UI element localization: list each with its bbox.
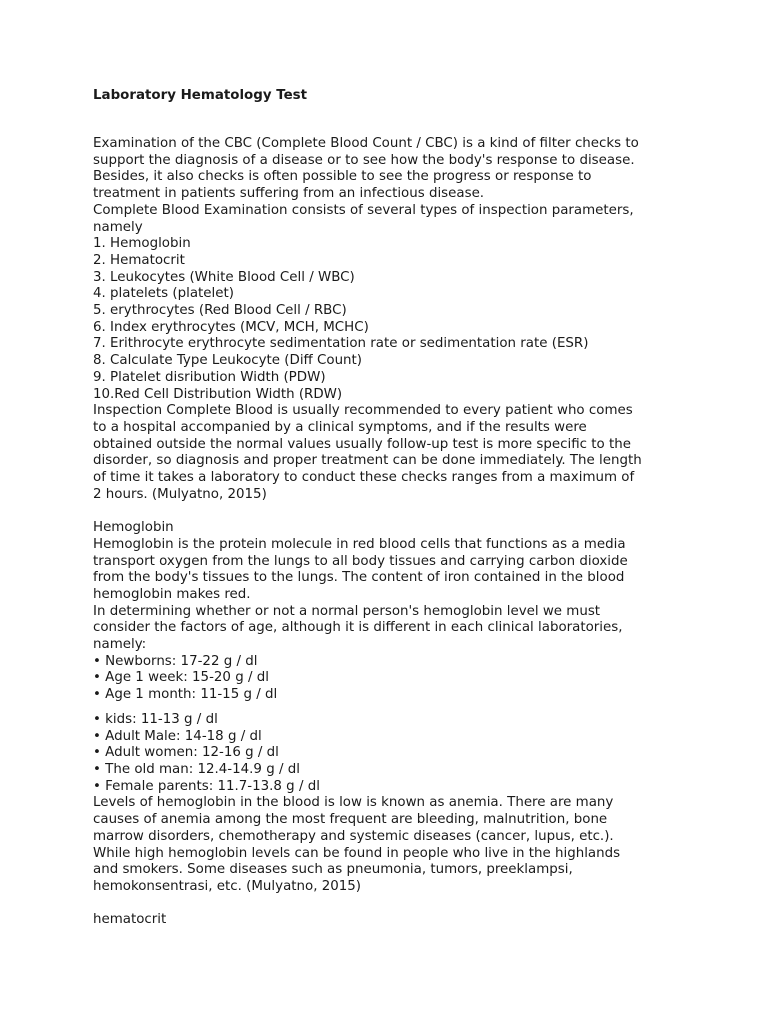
text-line: disorder, so diagnosis and proper treatment can be done immediately. The length [93,453,642,469]
text-line: namely [93,219,143,235]
text-line: hemoglobin makes red. [93,586,251,602]
document-title: Laboratory Hematology Test [93,88,308,103]
list-item: 7. Erithrocyte erythrocyte sedimentation rate or sedimentation rate (ESR) [93,336,589,352]
text-line: from the body's tissues to the lungs. The content of iron contained in the blood [93,570,625,586]
list-item: • Newborns: 17-22 g / dl [93,653,258,669]
text-line: 2 hours. (Mulyatno, 2015) [93,486,267,502]
spacer [93,896,753,913]
list-item: • The old man: 12.4-14.9 g / dl [93,762,300,777]
list-item: • Age 1 week: 15-20 g / dl [93,670,269,686]
text-line: marrow disorders, chemotherapy and systemic diseases (cancer, lupus, etc.). [93,828,614,844]
text-line: Besides, it also checks is often possible to see the progress or response to [93,169,592,185]
hemoglobin-paragraph [93,537,753,654]
text-line: Examination of the CBC (Complete Blood Count / CBC) is a kind of filter checks to [93,136,639,151]
list-item: 9. Platelet disribution Width (PDW) [93,369,326,385]
list-item: 3. Leukocytes (White Blood Cell / WBC) [93,269,355,285]
list-item: • Female parents: 11.7-13.8 g / dl [93,778,320,794]
text-line: namely: [93,637,147,653]
hemoglobin-range-list-continued [93,712,753,796]
intro-paragraph [93,136,753,236]
parameter-list [93,236,753,403]
list-item: • Adult women: 12-16 g / dl [93,745,279,761]
list-item: 2. Hematocrit [93,252,185,268]
list-item: 4. platelets (platelet) [93,286,234,302]
list-item: 10.Red Cell Distribution Width (RDW) [93,386,343,402]
spacer [93,105,753,136]
text-line: Complete Blood Examination consists of several types of inspection parameters, [93,202,634,218]
text-line: obtained outside the normal values usually follow-up test is more specific to the [93,436,631,452]
text-line: While high hemoglobin levels can be found in people who live in the highlands [93,845,621,861]
anemia-paragraph [93,795,753,895]
text-line: hemokonsentrasi, etc. (Mulyatno, 2015) [93,878,362,894]
list-item: • Adult Male: 14-18 g / dl [93,728,262,744]
list-item: 5. erythrocytes (Red Blood Cell / RBC) [93,303,347,319]
text-line: of time it takes a laboratory to conduct these checks ranges from a maximum of [93,470,635,486]
list-item: • Age 1 month: 11-15 g / dl [93,687,278,703]
text-line: Levels of hemoglobin in the blood is low is known as anemia. There are many [93,795,614,811]
list-item: 1. Hemoglobin [93,236,191,252]
inspection-paragraph [93,403,753,503]
text-line: treatment in patients suffering from an infectious disease. [93,186,485,202]
document-page [93,86,753,929]
spacer [93,503,753,520]
text-line: to a hospital accompanied by a clinical symptoms, and if the results were [93,419,587,435]
list-item: 6. Index erythrocytes (MCV, MCH, MCHC) [93,319,369,335]
text-line: causes of anemia among the most frequent are bleeding, malnutrition, bone [93,812,608,828]
text-line: In determining whether or not a normal person's hemoglobin level we must [93,603,601,619]
section-heading-hematocrit: hematocrit [93,912,167,928]
text-line: consider the factors of age, although it is different in each clinical laboratories, [93,620,623,636]
hemoglobin-range-list [93,654,753,704]
section-heading-hemoglobin: Hemoglobin [93,520,174,536]
text-line: and smokers. Some diseases such as pneumonia, tumors, preeklampsi, [93,862,573,878]
list-item: 8. Calculate Type Leukocyte (Diff Count) [93,353,363,369]
text-line: support the diagnosis of a disease or to see how the body's response to disease. [93,152,635,168]
text-line: Hemoglobin is the protein molecule in red blood cells that functions as a media [93,536,626,552]
list-item: • kids: 11-13 g / dl [93,711,218,727]
text-line: transport oxygen from the lungs to all body tissues and carrying carbon dioxide [93,553,628,569]
text-line: Inspection Complete Blood is usually recommended to every patient who comes [93,403,633,419]
spacer [93,704,753,712]
